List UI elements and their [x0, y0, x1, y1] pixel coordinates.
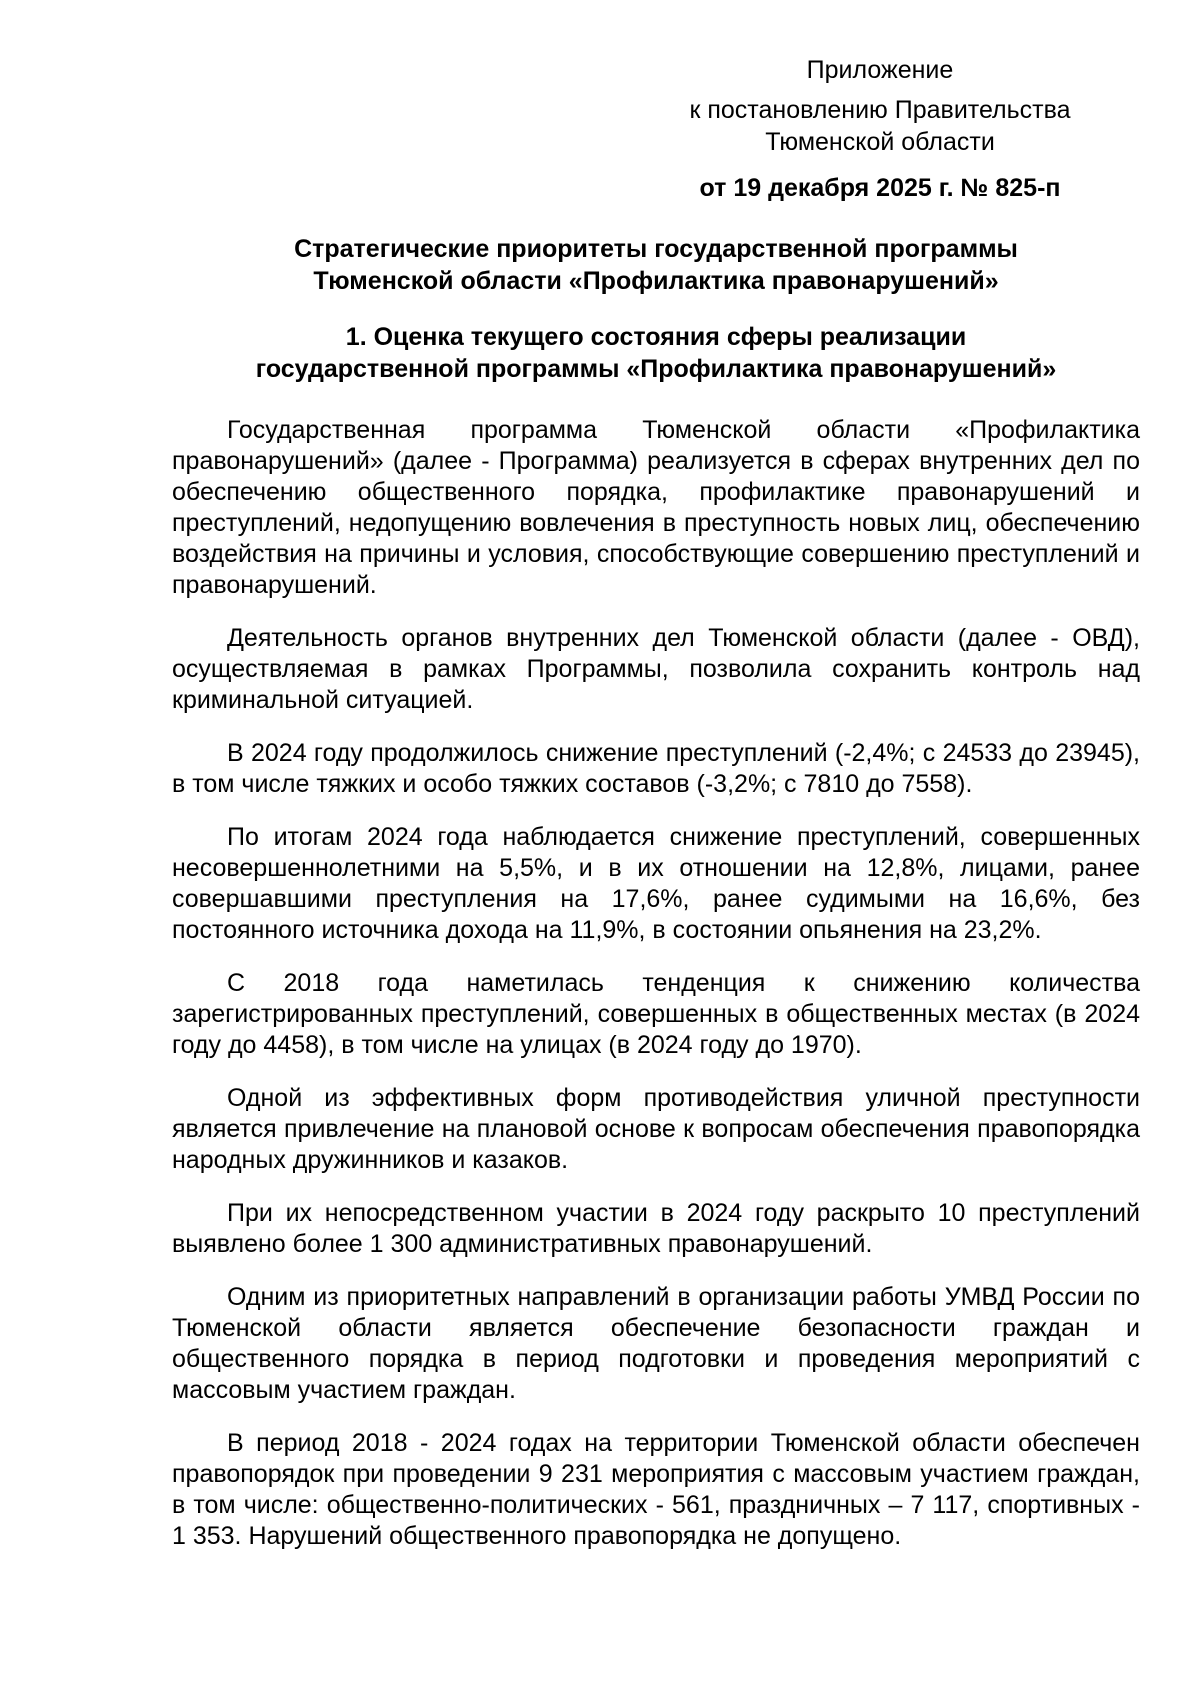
document-title-line-1: Стратегические приоритеты государственной программы: [294, 235, 1018, 263]
paragraph: Одним из приоритетных направлений в организации работы УМВД России по Тюменской области является обеспечение безопасности граждан и общественного порядка в период подготовки и проведения мероприятий с массовым участием граждан.: [172, 1283, 1140, 1404]
paragraph: В период 2018 - 2024 годах на территории Тюменской области обеспечен правопорядок при проведении 9 231 мероприятия с массовым участием граждан, в том числе: общественно-политических - 561, праздничных – 7 117, спортивных - 1 353. Нарушений общественного правопорядка не допущено.: [172, 1429, 1140, 1550]
appendix-block: [660, 54, 1140, 204]
document-title: [172, 233, 1140, 297]
paragraph: По итогам 2024 года наблюдается снижение преступлений, совершенных несовершеннолетними на 5,5%, и в их отношении на 12,8%, лицами, ранее совершавшими преступления на 17,6%, ранее судимыми на 16,6%, без постоянного источника дохода на 11,9%, в состоянии опьянения на 23,2%.: [172, 823, 1140, 944]
paragraph: С 2018 года наметилась тенденция к снижению количества зарегистрированных преступлений, совершенных в общественных местах (в 2024 году до 4458), в том числе на улицах (в 2024 году до 1970).: [172, 969, 1140, 1059]
paragraph: Государственная программа Тюменской области «Профилактика правонарушений» (далее - Программа) реализуется в сферах внутренних дел по обеспечению общественного порядка, профилактике правонарушений и преступлений, недопущению вовлечения в преступность новых лиц, обеспечению воздействия на причины и условия, способствующие совершению преступлений и правонарушений.: [172, 416, 1140, 599]
paragraph: Одной из эффективных форм противодействия уличной преступности является привлечение на плановой основе к вопросам обеспечения правопорядка народных дружинников и казаков.: [172, 1084, 1140, 1174]
body-text: [172, 415, 1140, 1574]
section-heading: [172, 321, 1140, 385]
appendix-date-number: от 19 декабря 2025 г. № 825-п: [699, 174, 1061, 202]
appendix-region: Тюменской области: [765, 128, 995, 156]
section-heading-line-1: 1. Оценка текущего состояния сферы реализации: [345, 323, 967, 351]
paragraph: При их непосредственном участии в 2024 году раскрыто 10 преступлений выявлено более 1 300 административных правонарушений.: [172, 1199, 1140, 1258]
appendix-label: Приложение: [806, 56, 954, 84]
appendix-reference: к постановлению Правительства: [689, 96, 1071, 124]
paragraph: Деятельность органов внутренних дел Тюменской области (далее - ОВД), осуществляемая в рамках Программы, позволила сохранить контроль над криминальной ситуацией.: [172, 624, 1140, 714]
section-heading-line-2: государственной программы «Профилактика правонарушений»: [255, 355, 1057, 383]
document-title-line-2: Тюменской области «Профилактика правонарушений»: [313, 267, 999, 295]
paragraph: В 2024 году продолжилось снижение преступлений (-2,4%; с 24533 до 23945), в том числе тяжких и особо тяжких составов (-3,2%; с 7810 до 7558).: [172, 739, 1140, 798]
